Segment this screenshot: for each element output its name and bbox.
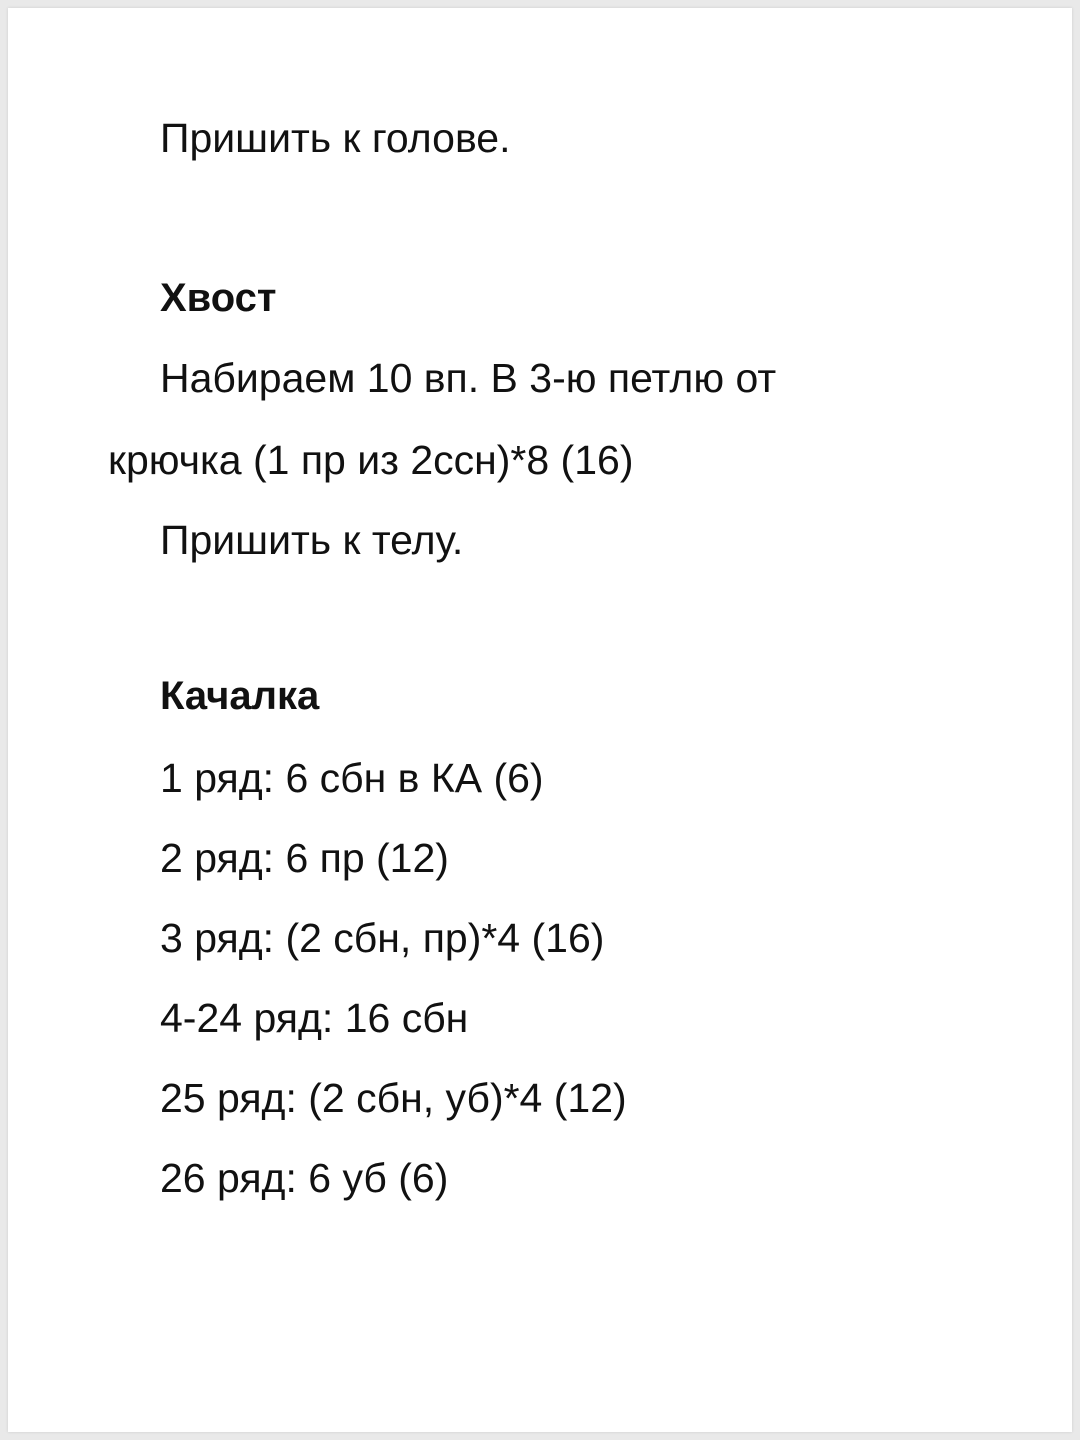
tail-heading: Хвост: [160, 276, 277, 320]
rocker-row-26: 26 ряд: 6 уб (6): [160, 1155, 449, 1201]
document-page: [8, 8, 1072, 1432]
sew-to-body-text: Пришить к телу.: [160, 517, 464, 563]
rocker-heading: Качалка: [160, 674, 320, 718]
rocker-row-4-24: 4-24 ряд: 16 сбн: [160, 995, 469, 1041]
rocker-row-1: 1 ряд: 6 сбн в КА (6): [160, 755, 544, 801]
rocker-row-2: 2 ряд: 6 пр (12): [160, 835, 449, 881]
rocker-row-3: 3 ряд: (2 сбн, пр)*4 (16): [160, 915, 605, 961]
tail-instruction-line-2: крючка (1 пр из 2ссн)*8 (16): [108, 437, 634, 483]
rocker-row-25: 25 ряд: (2 сбн, уб)*4 (12): [160, 1075, 627, 1121]
tail-instruction-line-1: Набираем 10 вп. В 3-ю петлю от: [160, 355, 777, 401]
sew-to-head-text: Пришить к голове.: [160, 115, 511, 161]
